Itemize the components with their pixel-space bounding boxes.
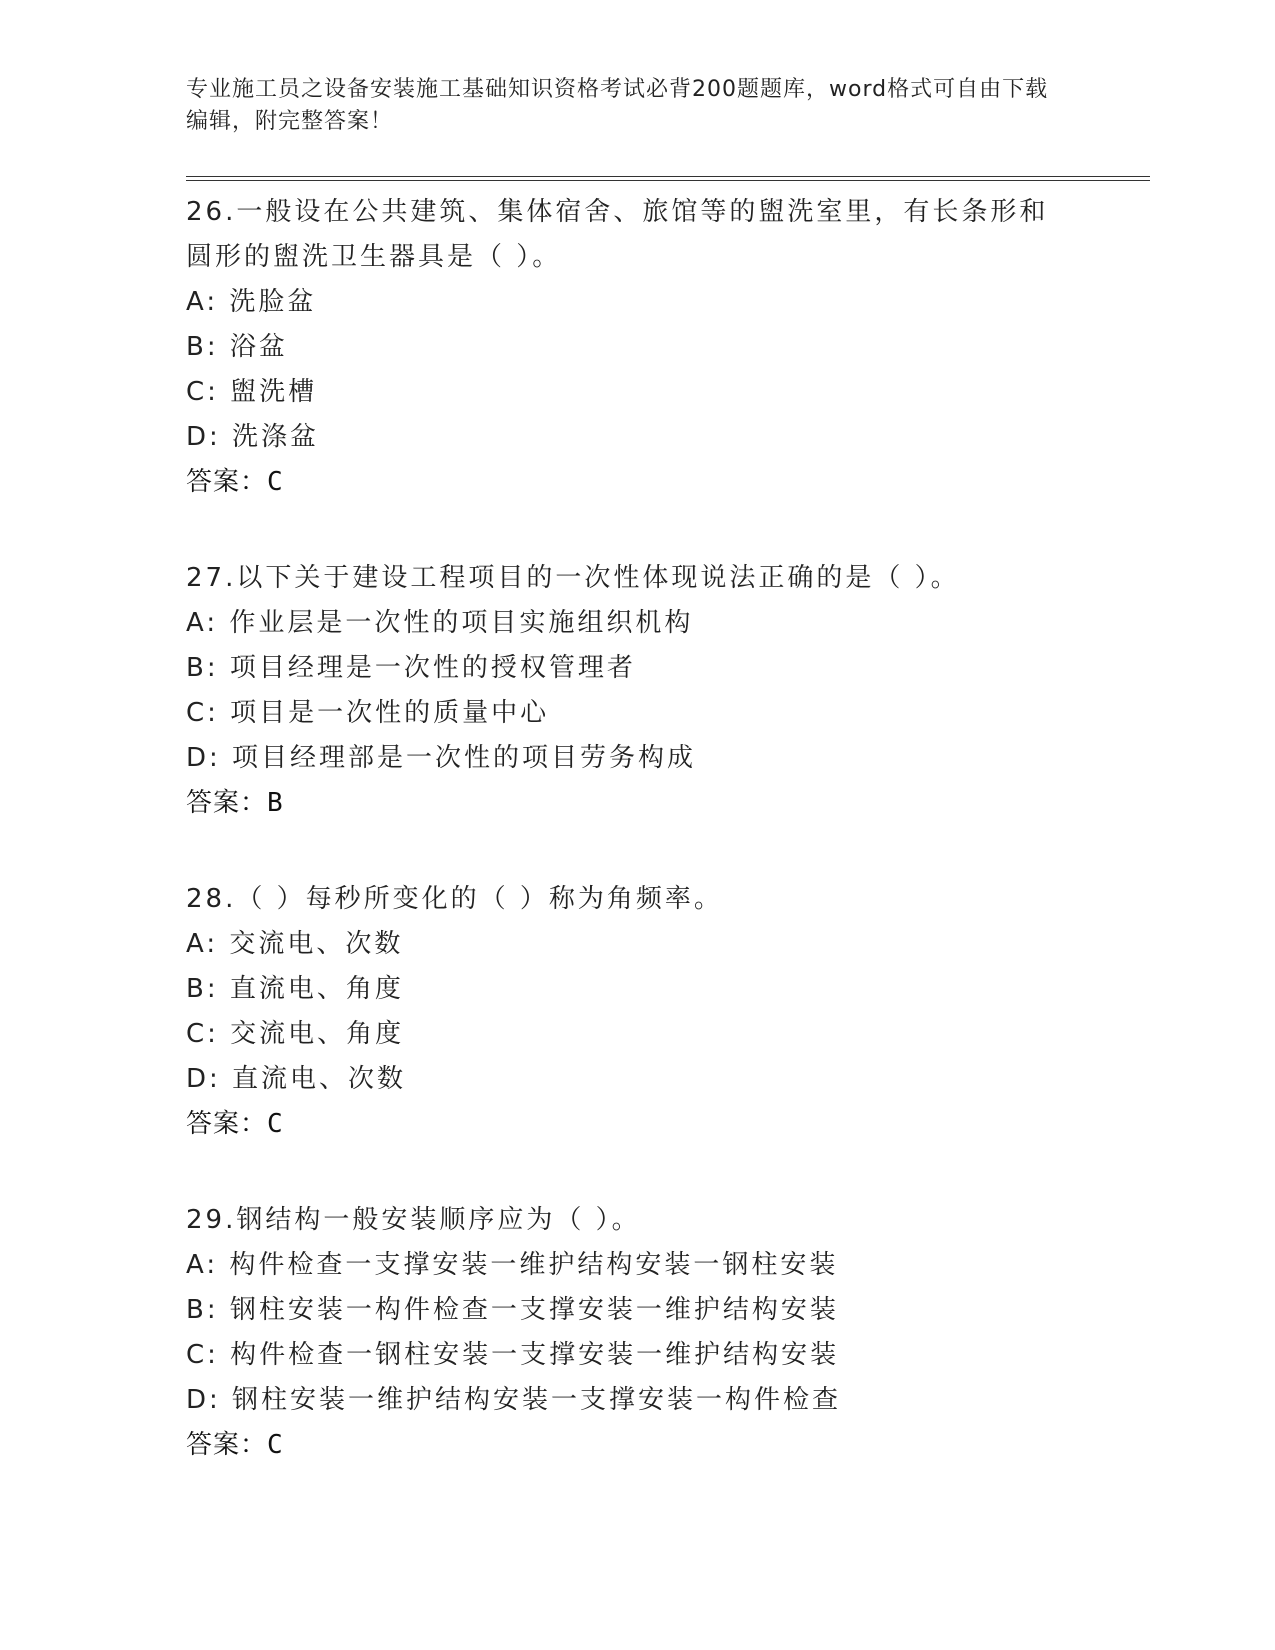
option-a: A: 洗脸盆 — [186, 287, 317, 317]
answer-value: C — [267, 1109, 284, 1139]
option-b: B: 钢柱安装一构件检查一支撑安装一维护结构安装 — [186, 1295, 839, 1325]
answer-value: C — [267, 1430, 284, 1460]
option-d: D: 钢柱安装一维护结构安装一支撑安装一构件检查 — [186, 1385, 842, 1415]
answer-line — [186, 460, 1146, 504]
header-divider — [186, 176, 1150, 181]
answer-label: 答案： — [186, 788, 268, 818]
option-a: A: 交流电、次数 — [186, 929, 404, 959]
option-b: B: 直流电、角度 — [186, 974, 404, 1004]
option-a: A: 构件检查一支撑安装一维护结构安装一钢柱安装 — [186, 1250, 839, 1280]
answer-value: C — [267, 467, 284, 497]
answer-label: 答案： — [186, 1109, 268, 1139]
answer-label: 答案： — [186, 467, 268, 497]
option-c: C: 项目是一次性的质量中心 — [186, 698, 550, 728]
question-27 — [186, 556, 1146, 825]
question-26 — [186, 190, 1146, 504]
answer-value: B — [267, 788, 284, 818]
question-stem: 27.以下关于建设工程项目的一次性体现说法正确的是（ ）。 — [186, 563, 960, 593]
option-c: C: 构件检查一钢柱安装一支撑安装一维护结构安装 — [186, 1340, 840, 1370]
question-list — [186, 190, 1146, 1519]
option-d: D: 直流电、次数 — [186, 1064, 407, 1094]
question-stem: 26.一般设在公共建筑、集体宿舍、旅馆等的盥洗室里，有长条形和圆形的盥洗卫生器具是（ ）。 — [186, 197, 1049, 272]
option-b: B: 浴盆 — [186, 332, 288, 362]
option-b: B: 项目经理是一次性的授权管理者 — [186, 653, 636, 683]
option-c: C: 交流电、角度 — [186, 1019, 405, 1049]
answer-line — [186, 781, 1146, 825]
answer-line — [186, 1102, 1146, 1146]
answer-label: 答案： — [186, 1430, 268, 1460]
answer-line — [186, 1423, 1146, 1467]
option-c: C: 盥洗槽 — [186, 377, 318, 407]
question-stem: 28.（ ）每秒所变化的（ ）称为角频率。 — [186, 884, 723, 914]
question-29 — [186, 1198, 1146, 1467]
document-header: 专业施工员之设备安装施工基础知识资格考试必背200题题库，word格式可自由下载编辑，附完整答案！ — [186, 77, 1049, 134]
option-d: D: 洗涤盆 — [186, 422, 320, 452]
question-stem: 29.钢结构一般安装顺序应为（ ）。 — [186, 1205, 641, 1235]
question-28 — [186, 877, 1146, 1146]
option-d: D: 项目经理部是一次性的项目劳务构成 — [186, 743, 697, 773]
option-a: A: 作业层是一次性的项目实施组织机构 — [186, 608, 694, 638]
